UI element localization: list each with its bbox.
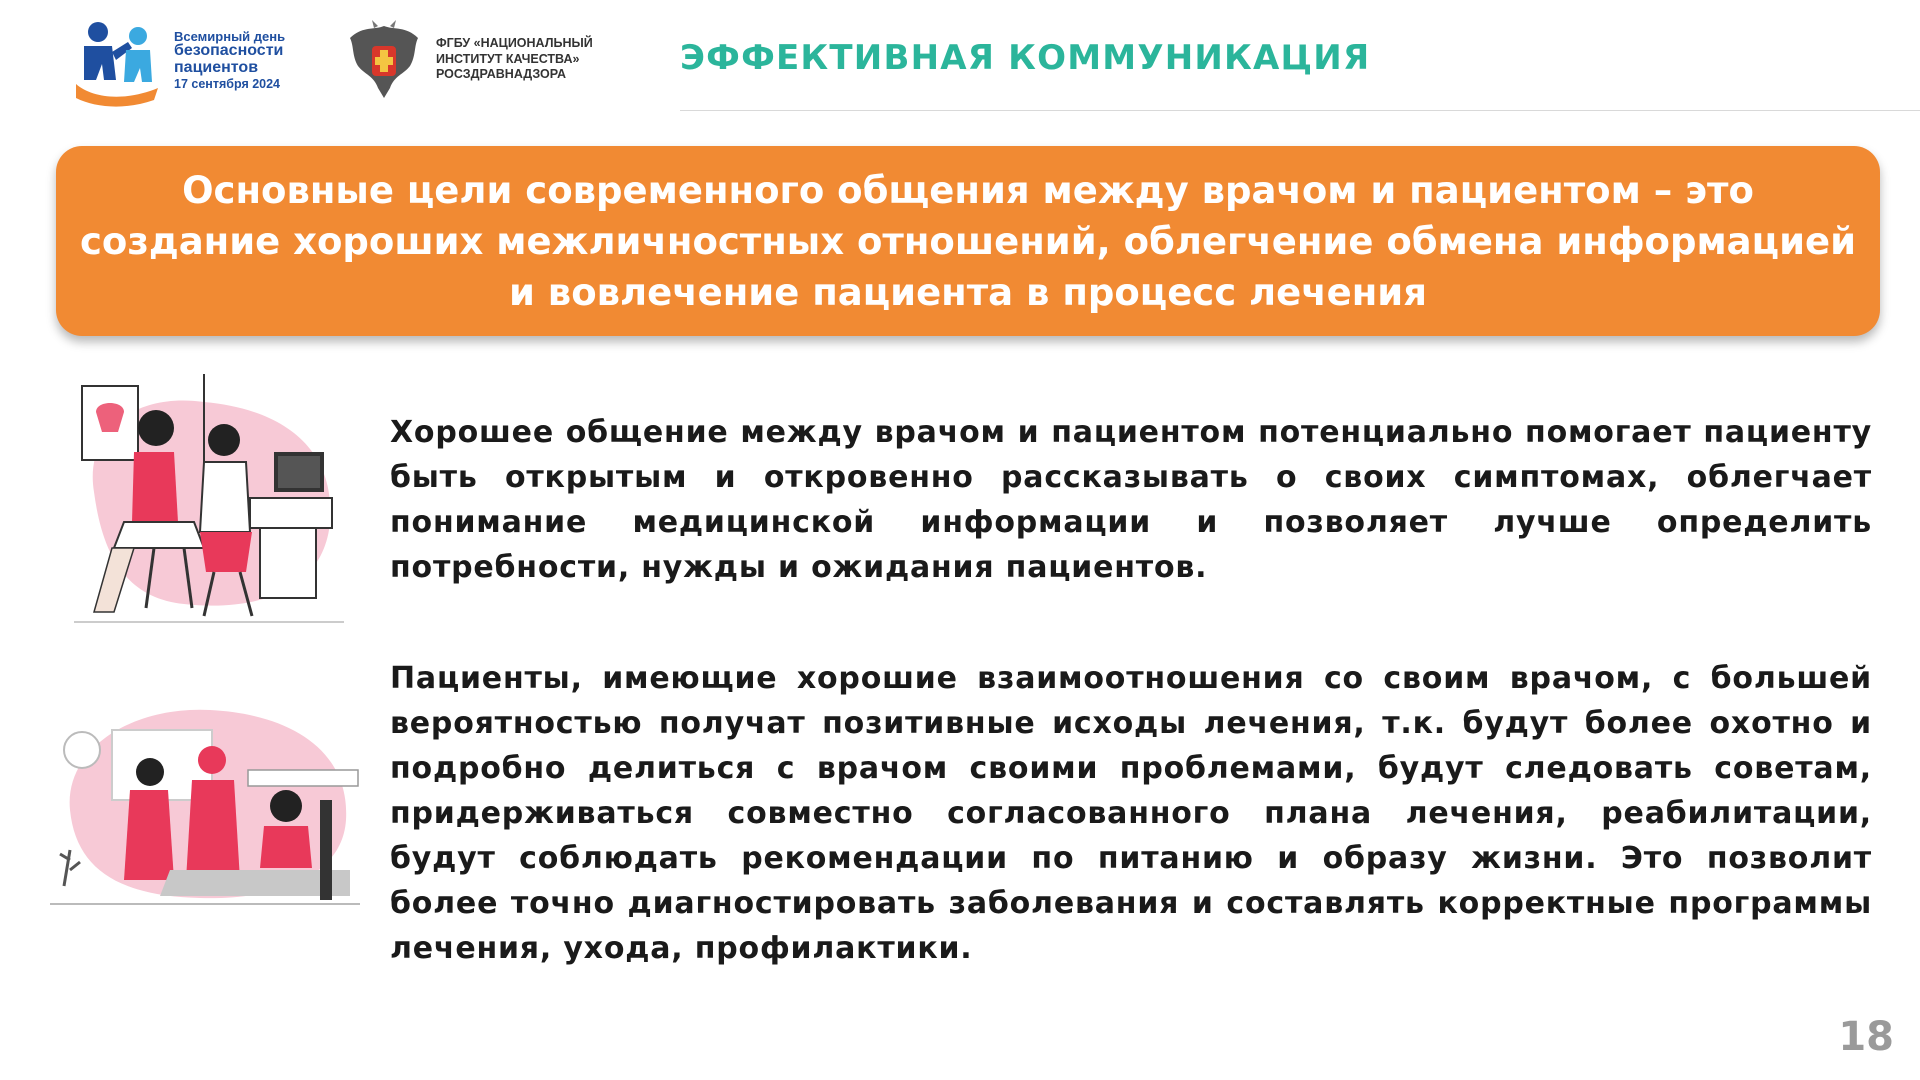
patient-safety-figures-icon xyxy=(72,18,164,108)
section-title: ЭФФЕКТИВНАЯ КОММУНИКАЦИЯ xyxy=(680,38,1371,78)
logo-line-1: Всемирный день xyxy=(174,29,286,44)
institute-logo xyxy=(344,16,624,102)
institute-line-1: ФГБУ «НАЦИОНАЛЬНЫЙ xyxy=(436,36,593,50)
page-number: 18 xyxy=(1838,1014,1894,1060)
logo-line-3: пациентов xyxy=(174,58,259,76)
world-patient-safety-day-logo xyxy=(72,18,312,108)
logo-date: 17 сентября 2024 xyxy=(174,76,281,91)
doctor-consultation-illustration xyxy=(74,372,344,630)
institute-line-2: ИНСТИТУТ КАЧЕСТВА» xyxy=(436,51,580,66)
hospital-ward-illustration xyxy=(50,700,360,910)
banner-text: Основные цели современного общения между врачом и пациентом – это создание хороших межличностных отношений, облегчение обмена информацией и вовлечение пациента в процесс лечения xyxy=(79,168,1857,314)
paragraph-good-relationships: Пациенты, имеющие хорошие взаимоотношения со своим врачом, с большей вероятностью получат позитивные исходы лечения, т.к. будут более охотно и подробно делиться с врачом своими проблемами, будут следовать советам, придерживаться совместно согласованного плана лечения, реабилитации, будут соблюдать рекомендации по питанию и образу жизни. Это позволит более точно диагностировать заболевания и составлять корректные программы лечения, ухода, профилактики. xyxy=(390,661,1872,966)
institute-line-3: РОСЗДРАВНАДЗОРА xyxy=(436,67,567,82)
logo-line-2: безопасности xyxy=(174,42,284,60)
header-divider xyxy=(680,110,1920,111)
paragraph-good-communication: Хорошее общение между врачом и пациентом потенциально помогает пациенту быть открытым и откровенно рассказывать о своих симптомах, облегчает понимание медицинской информации и позволяет лучше определить потребности, нужды и ожидания пациентов. xyxy=(390,415,1872,585)
double-headed-eagle-emblem-icon xyxy=(344,16,424,102)
goals-banner xyxy=(56,146,1880,336)
